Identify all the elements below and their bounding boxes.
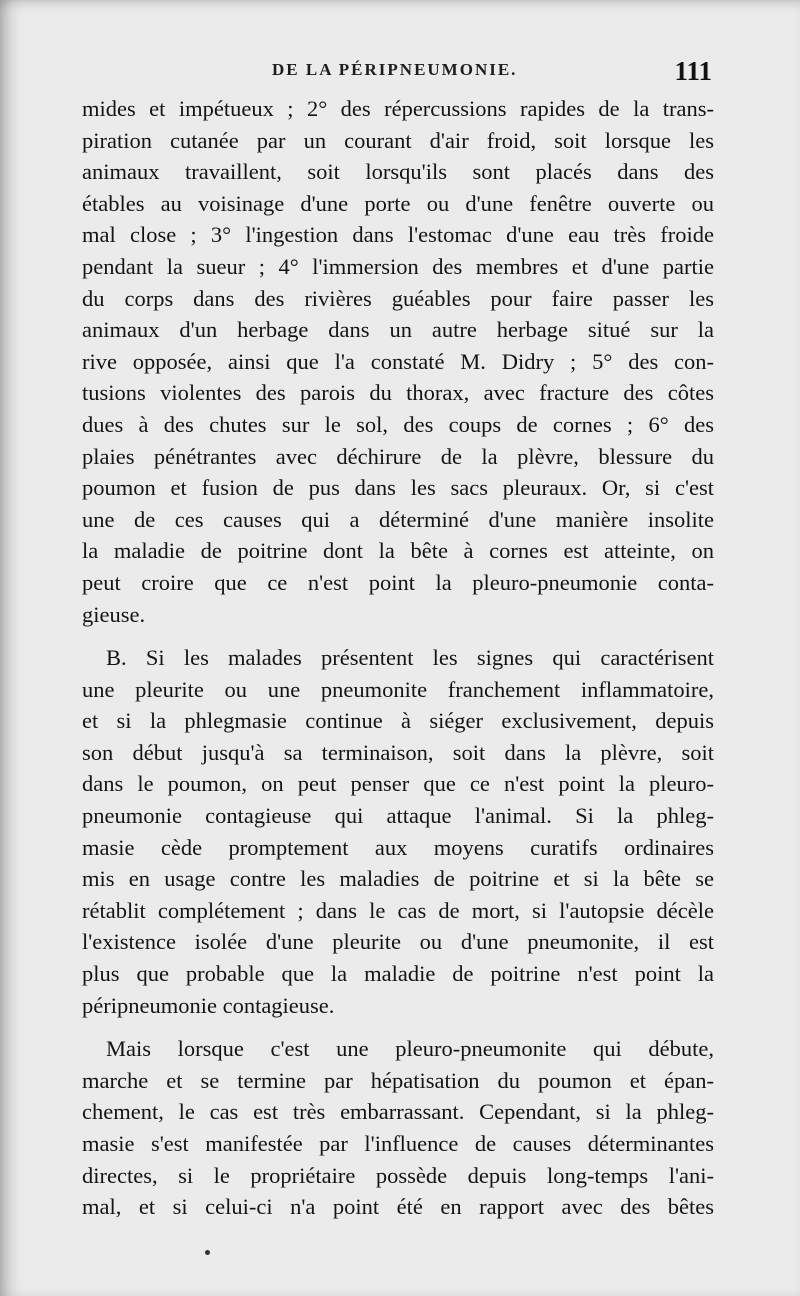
text-line: poumon et fusion de pus dans les sacs pleuraux. Or, si c'est (82, 475, 714, 501)
text-line: et si la phlegmasie continue à siéger exclusivement, depuis (82, 708, 714, 734)
text-line: tusions violentes des parois du thorax, avec fracture des côtes (82, 380, 714, 406)
text-line: mal close ; 3° l'ingestion dans l'estomac d'une eau très froide (82, 222, 714, 248)
text-line: peut croire que ce n'est point la pleuro-pneumonie conta- (82, 569, 714, 595)
text-line: mal, et si celui-ci n'a point été en rapport avec des bêtes (82, 1194, 714, 1220)
text-line: une pleurite ou une pneumonite franchement inflammatoire, (82, 676, 714, 702)
text-line: piration cutanée par un courant d'air froid, soit lorsque les (82, 127, 714, 153)
ink-speck (205, 1250, 210, 1255)
text-line: du corps dans des rivières guéables pour faire passer les (82, 285, 714, 311)
text-line: dans le poumon, on peut penser que ce n'est point la pleuro- (82, 771, 714, 797)
text-line: Mais lorsque c'est une pleuro-pneumonite qui débute, (106, 1036, 714, 1062)
text-line: rétablit complétement ; dans le cas de mort, si l'autopsie décèle (82, 897, 714, 923)
text-line: dues à des chutes sur le sol, des coups de cornes ; 6° des (82, 411, 714, 437)
text-line: B. Si les malades présentent les signes qui caractérisent (106, 645, 714, 671)
text-line: animaux travaillent, soit lorsqu'ils sont placés dans des (82, 159, 714, 185)
page-number: 111 (674, 56, 712, 86)
text-line: masie cède promptement aux moyens curatifs ordinaires (82, 834, 714, 860)
body-text (82, 93, 714, 1223)
text-line: pneumonie contagieuse qui attaque l'animal. Si la phleg- (82, 803, 714, 829)
running-title: DE LA PÉRIPNEUMONIE. (272, 60, 518, 79)
text-line: rive opposée, ainsi que l'a constaté M. Didry ; 5° des con- (82, 348, 714, 374)
text-line: une de ces causes qui a déterminé d'une manière insolite (82, 506, 714, 532)
text-line: chement, le cas est très embarrassant. Cependant, si la phleg- (82, 1099, 714, 1125)
text-line: péripneumonie contagieuse. (82, 992, 335, 1018)
text-line: pendant la sueur ; 4° l'immersion des membres et d'une partie (82, 253, 714, 279)
text-line: la maladie de poitrine dont la bête à cornes est atteinte, on (82, 538, 714, 564)
text-line: étables au voisinage d'une porte ou d'une fenêtre ouverte ou (82, 190, 714, 216)
text-line: plus que probable que la maladie de poitrine n'est point la (82, 961, 714, 987)
text-line: marche et se termine par hépatisation du poumon et épan- (82, 1067, 714, 1093)
page-header (82, 56, 712, 90)
text-line: gieuse. (82, 601, 146, 627)
text-line: plaies pénétrantes avec déchirure de la plèvre, blessure du (82, 443, 714, 469)
text-line: mis en usage contre les maladies de poitrine et si la bête se (82, 866, 714, 892)
text-line: l'existence isolée d'une pleurite ou d'une pneumonite, il est (82, 929, 714, 955)
text-line: masie s'est manifestée par l'influence de causes déterminantes (82, 1131, 714, 1156)
text-line: animaux d'un herbage dans un autre herbage situé sur la (82, 317, 714, 343)
text-line: son début jusqu'à sa terminaison, soit dans la plèvre, soit (82, 739, 714, 765)
text-line: directes, si le propriétaire possède depuis long-temps l'ani- (82, 1162, 714, 1188)
text-line: mides et impétueux ; 2° des répercussions rapides de la trans- (82, 96, 714, 121)
